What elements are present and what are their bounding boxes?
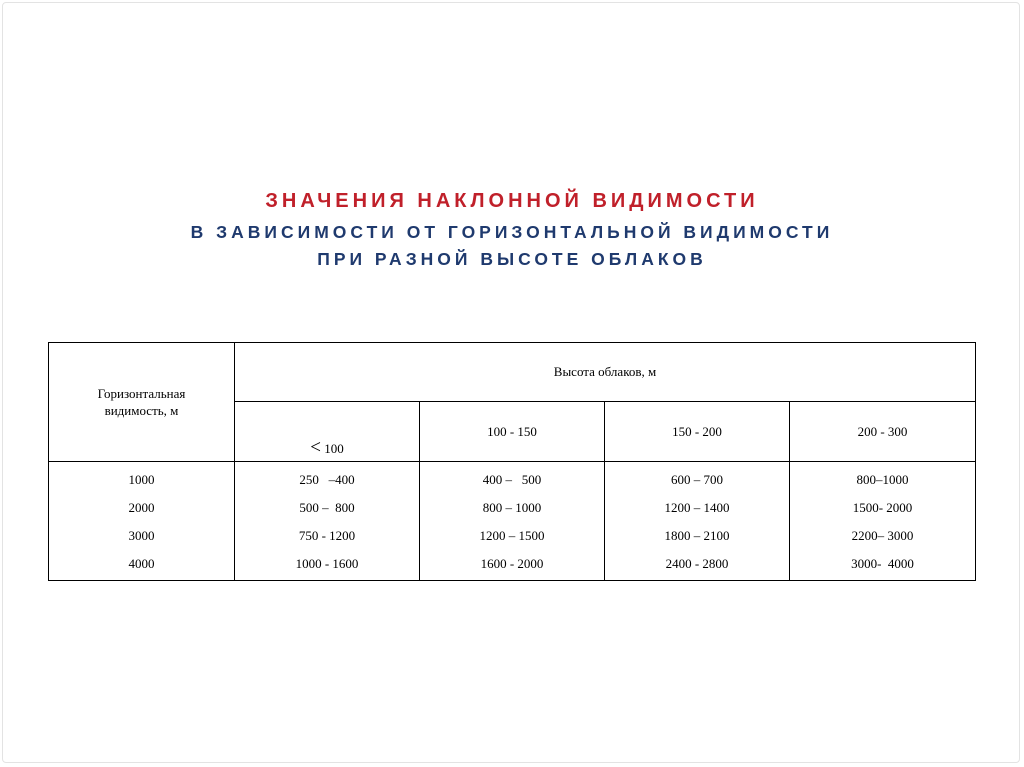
cell-value: 800 – 1000 (420, 494, 605, 522)
cell-value: 500 – 800 (235, 494, 420, 522)
less-than-sign: < (310, 437, 321, 458)
cell-visibility: 3000 (49, 522, 235, 550)
cell-visibility: 1000 (49, 462, 235, 495)
header-range-200-300: 200 - 300 (790, 402, 976, 462)
cell-value: 1500- 2000 (790, 494, 976, 522)
header-horizontal-visibility (49, 343, 235, 462)
cell-visibility: 2000 (49, 494, 235, 522)
header-visibility-line2: видимость, м (104, 403, 179, 418)
table-row (49, 550, 976, 581)
cell-value: 2200– 3000 (790, 522, 976, 550)
title-line-3: ПРИ РАЗНОЙ ВЫСОТЕ ОБЛАКОВ (317, 249, 707, 269)
header-range-100-150: 100 - 150 (420, 402, 605, 462)
cell-value: 750 - 1200 (235, 522, 420, 550)
header-cloud-height: Высота облаков, м (235, 343, 976, 402)
table-row (49, 522, 976, 550)
cell-value: 2400 - 2800 (605, 550, 790, 581)
header-range-150-200: 150 - 200 (605, 402, 790, 462)
title-line-1: ЗНАЧЕНИЯ НАКЛОННОЙ ВИДИМОСТИ (265, 190, 759, 212)
header-visibility-line1: Горизонтальная (97, 386, 186, 401)
table-row (49, 494, 976, 522)
header-range-lt-100 (235, 402, 420, 462)
cell-value: 800–1000 (790, 462, 976, 495)
cell-value: 3000- 4000 (790, 550, 976, 581)
cell-value: 1600 - 2000 (420, 550, 605, 581)
cell-value: 1800 – 2100 (605, 522, 790, 550)
cell-value: 400 – 500 (420, 462, 605, 495)
visibility-table (48, 342, 976, 581)
title-line-2: В ЗАВИСИМОСТИ ОТ ГОРИЗОНТАЛЬНОЙ ВИДИМОСТИ (190, 222, 834, 242)
cell-value: 1200 – 1500 (420, 522, 605, 550)
table-row (49, 462, 976, 495)
header-range-lt-value: 100 (324, 441, 344, 456)
cell-value: 600 – 700 (605, 462, 790, 495)
cell-visibility: 4000 (49, 550, 235, 581)
cell-value: 250 –400 (235, 462, 420, 495)
cell-value: 1000 - 1600 (235, 550, 420, 581)
cell-value: 1200 – 1400 (605, 494, 790, 522)
